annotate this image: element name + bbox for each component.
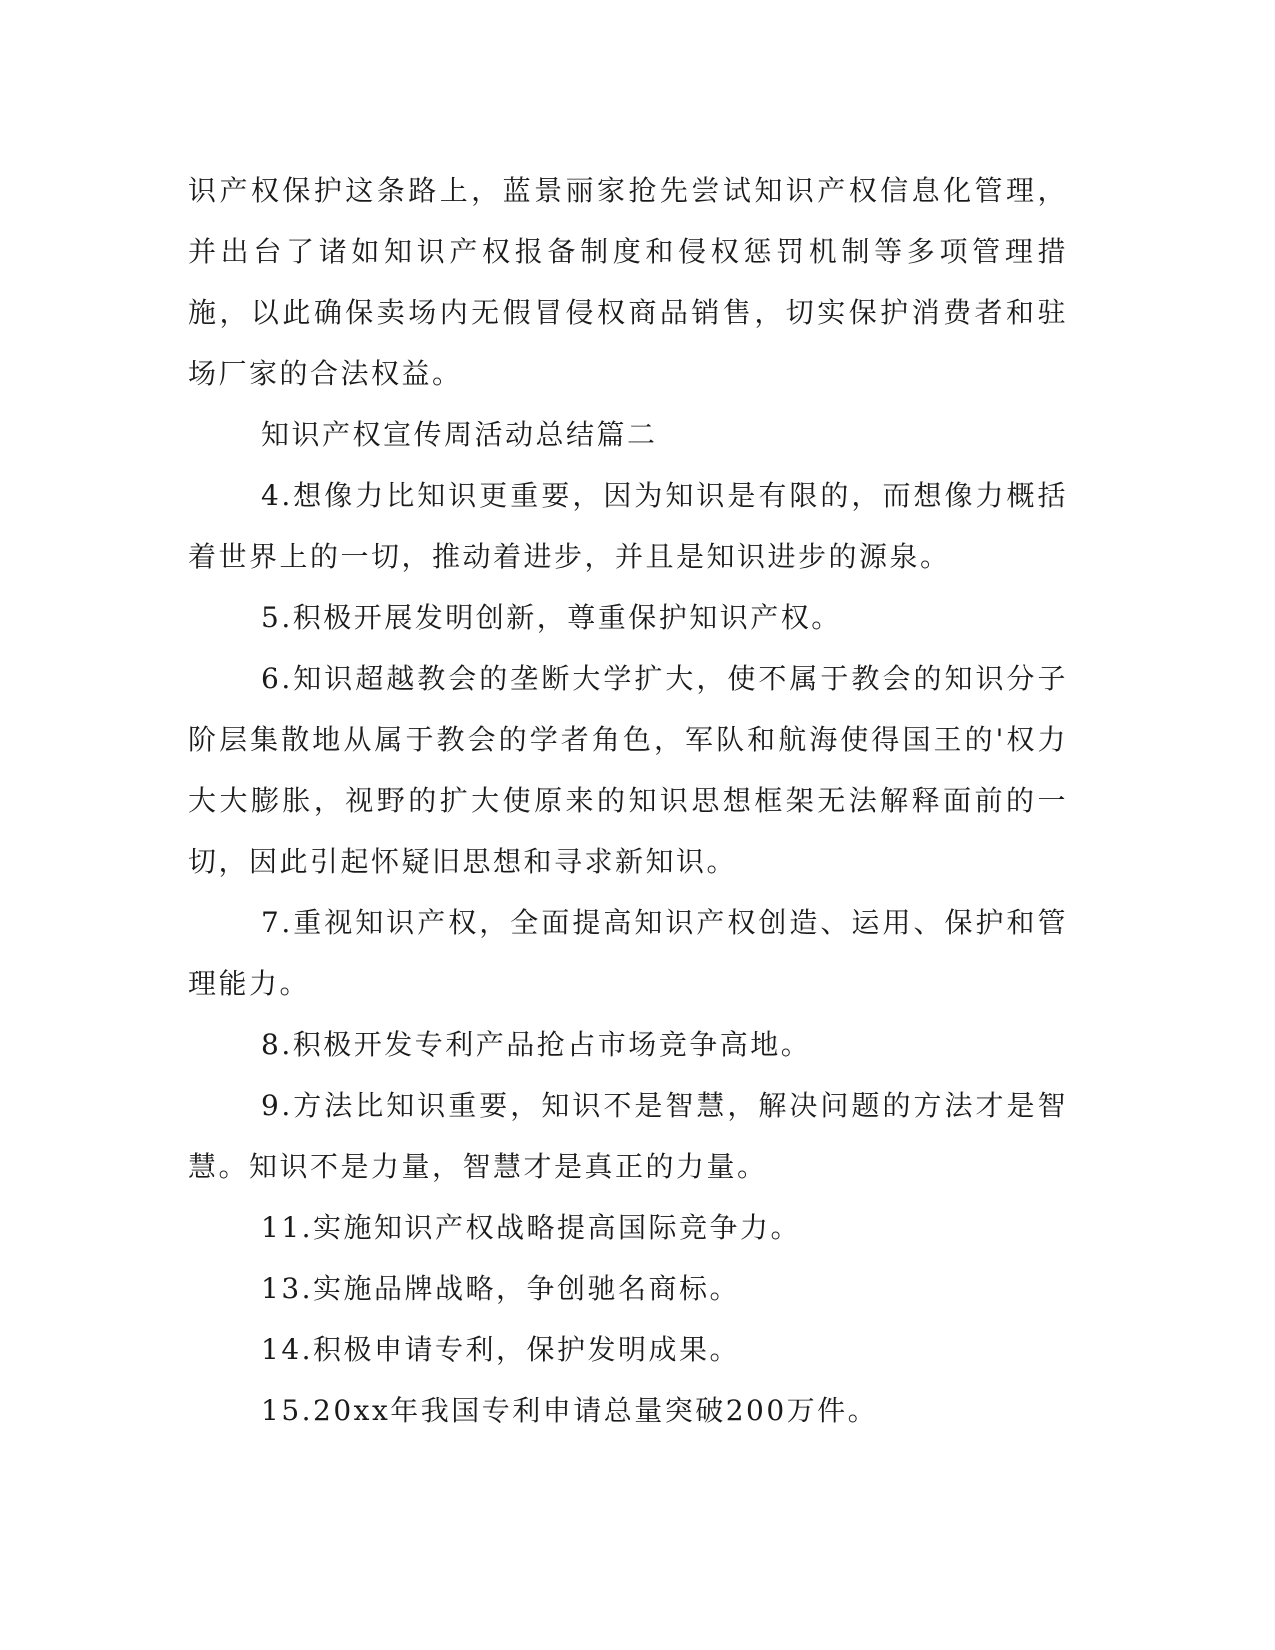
list-item: 9.方法比知识重要，知识不是智慧，解决问题的方法才是智慧。知识不是力量，智慧才是真正的力量。: [188, 1089, 1068, 1183]
list-item: 5.积极开展发明创新，尊重保护知识产权。: [261, 601, 842, 634]
list-item: 7.重视知识产权，全面提高知识产权创造、运用、保护和管理能力。: [188, 906, 1068, 1000]
list-item: 13.实施品牌战略，争创驰名商标。: [261, 1272, 741, 1305]
list-item: 15.20xx年我国专利申请总量突破200万件。: [261, 1394, 879, 1427]
paragraph-continuation: 识产权保护这条路上，蓝景丽家抢先尝试知识产权信息化管理，并出台了诸如知识产权报备制度和侵权惩罚机制等多项管理措施，以此确保卖场内无假冒侵权商品销售，切实保护消费者和驻场厂家的合法权益。: [188, 174, 1068, 390]
list-item: 4.想像力比知识更重要，因为知识是有限的，而想像力概括着世界上的一切，推动着进步，并且是知识进步的源泉。: [188, 479, 1068, 573]
document-body: [188, 160, 1068, 1441]
list-item: 6.知识超越教会的垄断大学扩大，使不属于教会的知识分子阶层集散地从属于教会的学者角色，军队和航海使得国王的'权力大大膨胀，视野的扩大使原来的知识思想框架无法解释面前的一切，因此引起怀疑旧思想和寻求新知识。: [188, 662, 1068, 878]
list-item: 11.实施知识产权战略提高国际竞争力。: [261, 1211, 802, 1244]
section-heading: 知识产权宣传周活动总结篇二: [261, 418, 658, 451]
list-item: 14.积极申请专利，保护发明成果。: [261, 1333, 741, 1366]
list-item: 8.积极开发专利产品抢占市场竞争高地。: [261, 1028, 812, 1061]
